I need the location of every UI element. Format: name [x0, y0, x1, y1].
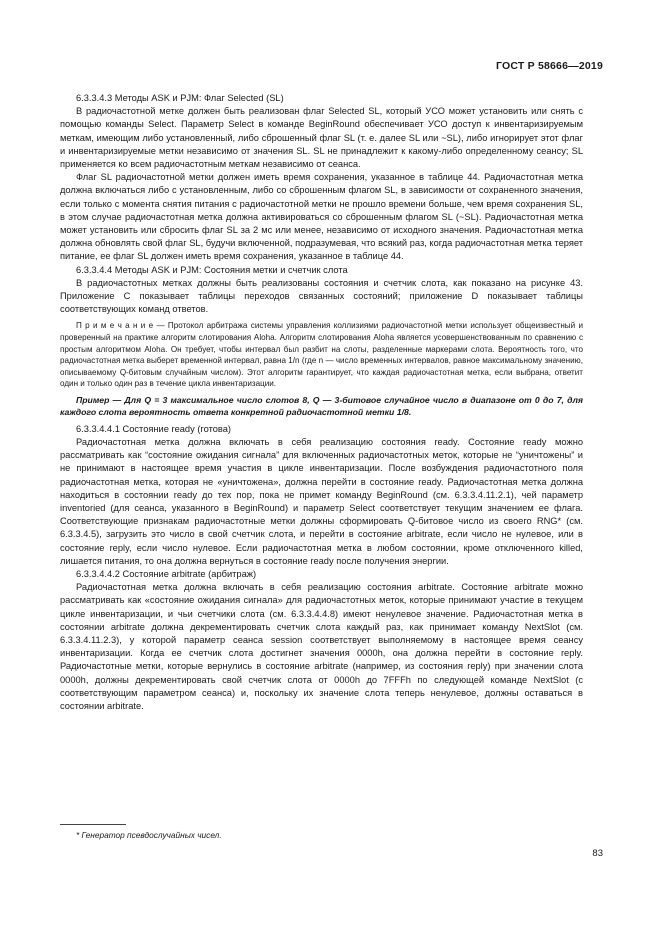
paragraph: В радиочастотных метках должны быть реализованы состояния и счетчик слота, как показано на рисунке 43. Приложение C показывает таблицы переходов связанных состояний; приложение D показывает таблицы соответствующих команд ответов. [60, 277, 583, 315]
page-number: 83 [592, 848, 603, 859]
paragraph: Флаг SL радиочастотной метки должен иметь время сохранения, указанное в таблице 44. Радиочастотная метка должна включаться либо с установленным, либо со сброшенным флагом SL, в зависимости от сохраненного значения, если только с момента снятия питания с радиочастотной метки не прошло времени больше, чем время сохранения SL, в этом случае радиочастотная метка должна активироваться со сброшенным флагом SL (~SL). Радиочастотная метка может установить или сбросить флаг SL за 2 мс или менее, независимо от исходного значения. Радиочастотная метка должна обновлять свой флаг SL, будучи включенной, подразумевая, что всякий раз, когда радиочастотная метка теряет питание, ее флаг SL должен иметь время сохранения, указанное в таблице 44. [60, 172, 583, 262]
footnote: * Генератор псевдослучайных чисел. [76, 830, 222, 840]
paragraph: Радиочастотная метка должна включать в себя реализацию состояния ready. Состояние ready можно рассматривать как “состояние ожидания сигнала” для включенных радиочастотных меток, которые не “уничтожены” и не принимают в настоящее время участия в цикле инвентаризации. После возбуждения радиочастотного поля радиочастотная метка, которая не «уничтожена», должна перейти в состояние ready. Радиочастотная метка должна находиться в состоянии ready до тех пор, пока не примет команду BeginRound (см. 6.3.3.4.11.2.1), чей параметр inventoried (для сеанса, указанного в BeginRound) и параметр Select соответствует текущим значением ее флага. Соответствующие признакам радиочастотные метки должны сформировать Q-битовое число из своего RNG* (см. 6.3.3.4.5), загрузить это число в свой счетчик слота, и перейти в состояние arbitrate, если число не нулевое, или в состояние reply, если число нулевое. Если радиочастотная метка в любом состоянии, кроме отключенного killed, лишается питания, то она должна вернуться в состояние ready после получения энергии. [60, 437, 583, 566]
section-heading: 6.3.3.4.3 Методы ASK и PJM: Флаг Selected (SL) [76, 93, 284, 103]
section-heading: 6.3.3.4.4.2 Состояние arbitrate (арбитраж) [76, 569, 257, 580]
section-heading: 6.3.3.4.4.1 Состояние ready (готова) [76, 423, 232, 434]
paragraph: В радиочастотной метке должен быть реализован флаг Selected SL, который УСО может установить или снять с помощью команды Select. Параметр Select в команде BeginRound обеспечивает УСО доступ к инвентаризируемым меткам, имеющим либо установленный, либо сброшенный флаг SL (т. е. далее SL или ~SL), либо игнорирует этот флаг и инвентаризируемые метки независимо от значения SL. SL не принадлежит к какому-либо определенному сеансу; SL применяется ко всем радиочастотным меткам независимо от сеанса. [60, 106, 583, 170]
document-body [60, 92, 583, 713]
document-header: ГОСТ Р 58666—2019 [495, 60, 603, 72]
section-heading: 6.3.3.4.4 Методы ASK и PJM: Состояния метки и счетчик слота [76, 264, 348, 275]
example: Пример — Для Q = 3 максимальное число слотов 8, Q — 3-битовое случайное число в диапазоне от 0 до 7, для каждого слота вероятность ответа конкретной радиочастотной метки 1/8. [60, 395, 583, 418]
paragraph: Радиочастотная метка должна включать в себя реализацию состояния arbitrate. Состояние arbitrate можно рассматривать как «состояние ожидания сигнала» для радиочастотных меток, которые принимают участие в текущем цикле инвентаризации, и чьи счетчики слота (см. 6.3.3.4.4.8) имеют ненулевое значение. Радиочастотная метка в состоянии arbitrate должна декрементировать счетчик слота каждый раз, как принимает команду NextSlot (см. 6.3.3.4.11.2.3), у которой параметр сеанса session соответствует выполняемому в настоящее время сеансу инвентаризации. Когда ее счетчик слота достигнет значения 0000h, она должна перейти в состояние reply. Радиочастотные метки, которые вернулись в состояние arbitrate (например, из состояния reply) при значении слота 0000h, должны декрементировать свой счетчик слота от 0000h до 7FFFh по следующей команде NextSlot (с соответствующим параметром сеанса) и, поскольку их значение слота теперь ненулевое, должны оставаться в состоянии arbitrate. [60, 582, 583, 712]
footnote-divider [60, 824, 126, 825]
note: П р и м е ч а н и е — Протокол арбитража системы управления коллизиями радиочастотной метки использует общеизвестный и проверенный на практике алгоритм слотирования Aloha. Алгоритм слотирования Aloha является усовершенствованным по сравнению с простым алгоритмом Aloha. Он требует, чтобы интервал был разбит на слоты, разделенные маркерами слота. Вероятность того, что радиочастотная метка выберет временной интервал, равна 1/n (где n — число временных интервалов, равное максимальному значению, описываемому Q-битовым случайным числом). Этот алгоритм гарантирует, что каждая радиочастотная метка, если выбрана, ответит один и только один раз в течение цикла инвентаризации. [60, 321, 583, 389]
